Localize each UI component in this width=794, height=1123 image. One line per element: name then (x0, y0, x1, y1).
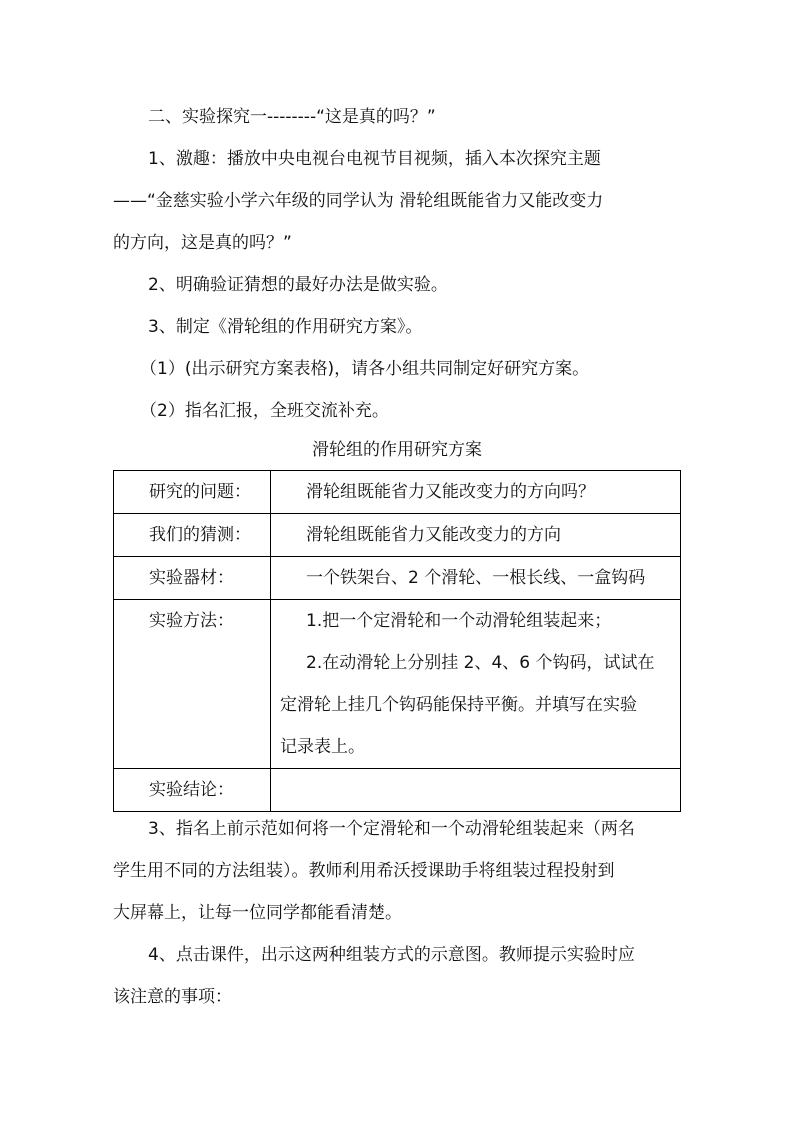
row-label: 实验器材： (114, 557, 271, 600)
row-label: 实验方法： (114, 600, 271, 769)
step1-line1: 1、激趣：播放中央电视台电视节目视频，插入本次探究主题 (148, 149, 601, 169)
research-plan-table (113, 470, 681, 812)
step4-line2: 该注意的事项： (113, 987, 232, 1007)
step4-line1: 4、点击课件，出示这两种组装方式的示意图。教师提示实验时应 (148, 945, 635, 965)
table-title: 滑轮组的作用研究方案 (312, 440, 482, 460)
step3b-line1: 3、指名上前示范如何将一个定滑轮和一个动滑轮组装起来（两名 (148, 819, 635, 839)
table-row (114, 769, 681, 812)
row-value: 1.把一个定滑轮和一个动滑轮组装起来； 2.在动滑轮上分别挂 2、4、6 个钩码，试试在 定滑轮上挂几个钩码能保持平衡。并填写在实验 记录表上。 (271, 600, 681, 769)
row-label: 我们的猜测： (114, 514, 271, 557)
sub-item-1: （1）(出示研究方案表格)，请各小组共同制定好研究方案。 (140, 359, 590, 379)
row-value-empty (271, 769, 681, 812)
section-heading: 二、实验探究一--------“这是真的吗？” (148, 107, 436, 127)
step3b-line2: 学生用不同的方法组装）。教师利用希沃授课助手将组装过程投射到 (113, 861, 615, 881)
step3-text: 3、制定《滑轮组的作用研究方案》。 (148, 317, 423, 337)
row-label: 研究的问题： (114, 471, 271, 514)
row-value: 滑轮组既能省力又能改变力的方向吗？ (271, 471, 681, 514)
table-row (114, 557, 681, 600)
step3b-line3: 大屏幕上，让每一位同学都能看清楚。 (113, 903, 402, 923)
table-row (114, 600, 681, 769)
step1-line2: ——“金慈实验小学六年级的同学认为 滑轮组既能省力又能改变力 (113, 191, 604, 211)
step1-line3: 的方向，这是真的吗？” (113, 233, 292, 253)
row-value: 一个铁架台、2 个滑轮、一根长线、一盒钩码 (271, 557, 681, 600)
table-row (114, 471, 681, 514)
row-label: 实验结论： (114, 769, 271, 812)
step2-text: 2、明确验证猜想的最好办法是做实验。 (148, 275, 448, 295)
table-row (114, 514, 681, 557)
sub-item-2: （2）指名汇报，全班交流补充。 (140, 401, 389, 421)
row-value: 滑轮组既能省力又能改变力的方向 (271, 514, 681, 557)
